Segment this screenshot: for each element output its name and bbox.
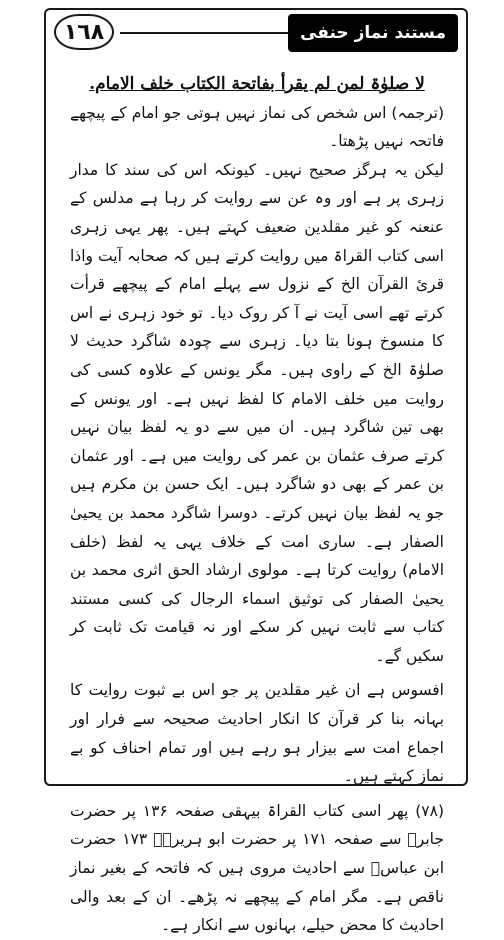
page-content: [70, 70, 444, 935]
translation-paragraph: (ترجمہ) اس شخص کی نماز نہیں ہوتی جو امام کے پیچھے فاتحہ نہیں پڑھتا۔: [70, 103, 444, 151]
arabic-hadith-heading: لا صلوٰۃ لمن لم يقرأ بفاتحة الكتاب خلف الامام.: [89, 74, 425, 94]
commentary-paragraph: لیکن یہ ہرگز صحیح نہیں۔ کیونکہ اس کی سند کا مدار زہری پر ہے اور وہ عن سے روایت کر رہا ہے مدلس کے عنعنہ کو غیر مقلدین ضعیف کہتے ہیں۔ پھر یہی زہری اسی کتاب القراۃ میں روایت کرتے ہیں کہ صحابہ آیت واذا قرئ القرآن الخ کے نزول سے پہلے امام کے پیچھے قرأت کرتے تھے اسی آیت نے آ کر روک دیا۔ تو خود زہری نے اس کا منسوخ ہونا بتا دیا۔ زہری سے چودہ شاگرد حدیث لا صلوٰۃ الخ کے راوی ہیں۔ مگر یونس کے علاوہ کسی کی روایت میں خلف الامام کا لفظ نہیں ہے۔ اور یونس کے بھی تین شاگرد ہیں۔ ان میں سے دو یہ لفظ بیان نہیں کرتے صرف عثمان بن عمر کی روایت میں ہے۔ اور عثمان بن عمر کے بھی دو شاگرد ہیں۔ ایک حسن بن مکرم ہیں جو یہ لفظ بیان نہیں کرتے۔ دوسرا شاگرد محمد بن یحییٰ الصفار ہے۔ ساری امت کے خلاف یہی یہ لفظ (خلف الامام) روایت کرتا ہے۔ مولوی ارشاد الحق اثری محمد بن یحییٰ الصفار کی توثیق اسماء الرجال کی کسی مستند کتاب سے ثابت نہیں کر سکے اور نہ قیامت تک ثابت کر سکیں گے۔: [70, 160, 444, 665]
numbered-paragraph-78: (۷۸) پھر اسی کتاب القراۃ بیہقی صفحہ ۱۳۶ پر حضرت جابرؓ سے صفحہ ۱۷۱ پر حضرت ابو ہریرہؓ ۱۷۳ حضرت ابن عباسؓ سے احادیث مروی ہیں کہ فاتحہ کے بغیر نماز ناقص ہے۔ مگر امام کے پیچھے نہ پڑھے۔ ان کے بعد والی احادیث کا محض حیلے، بہانوں سے انکار ہے۔: [70, 801, 444, 935]
page-number: ١٦٨: [54, 14, 114, 50]
lament-paragraph: افسوس ہے ان غیر مقلدین پر جو اس بے ثبوت روایت کا بہانہ بنا کر قرآن کا انکار احادیث صحیحہ سے فرار اور اجماع امت سے بیزار ہو رہے ہیں اور تمام احناف کو بے نماز کہتے ہیں۔: [70, 681, 444, 786]
running-title: مستند نماز حنفی: [288, 14, 458, 52]
page-header: [54, 14, 458, 60]
